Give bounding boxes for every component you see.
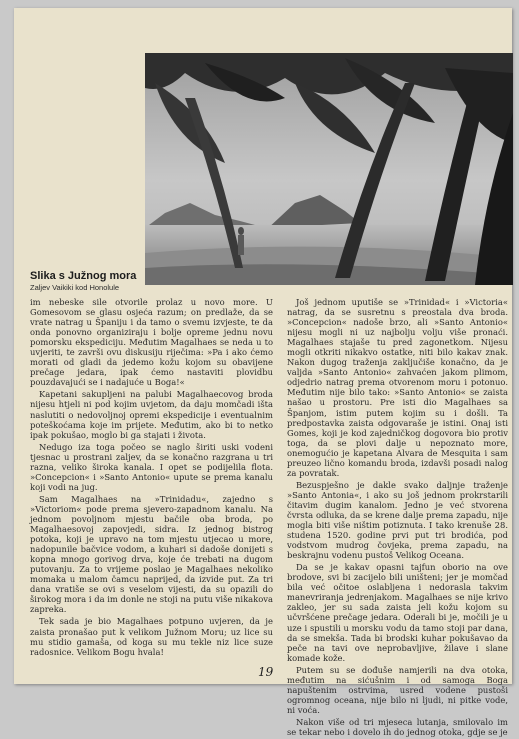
- paragraph: Još jednom uputiše se »Trinidad« i »Victoria« natrag, da se susretnu s preostala dva broda. »Concepcion« nadoše brzo, ali »Santo Antonio« nijesu mogli ni uz najbolju volju više pronaći. Magalhaes stajaše tu pred zagonetkom. Nijesu mogli otkriti nikakvo ostatke, niti bilo kakav znak. Nakon dugog traženja zaključiše konačno, da je valjda »Santo Antonio« zahvaćen jakom plimom, odjedrio natrag prema otvorenom moru i potonuo. Međutim nije bilo tako: »Santo Antonio« se zaista našao u prostoru. Pre isti dio Magalhaes sa Španjom, istim putem kojim su i došli. Ta predpostavka zaista odgovaraše je istini. Onaj isti Gomes, koji je kod zajedničkog dogovora bio protiv toga, da se plovi dalje u nepoznato more, onemogućio je kapetana Alvara de Mesquita i sam preuzeo lično komandu broda, izdavši posadi nalog za povratak.: [287, 297, 508, 478]
- paragraph: Tek sada je bio Magalhaes potpuno uvjeren, da je zaista pronašao put k velikom Južnom Moru; uz lice su mu stidio gamaša, od koga su mu tekle niz lice suze radosnice. Velikom Bogu hvala!: [30, 616, 273, 657]
- paragraph: Nakon više od tri mjeseca lutanja, smilovalo im se tekar nebo i dovelo ih do jednog otoka, gdje se je: [287, 716, 508, 737]
- paragraph: Nedugo iza toga počeo se naglo širiti uski vodeni tjesnac u prostrani zaljev, da se konačno razgrana u tri razna, veliko široka kanala. I opet se podijelila flota. »Concepcion« i »Santo Antonio« upute se prema kanalu koji vodi na jug.: [30, 441, 273, 492]
- caption-title: Slika s Južnog mora: [30, 270, 137, 282]
- paragraph: im nebeske sile otvorile prolaz u novo more. U Gomesovom se glasu osjeća razum; on predlaže, da se vrate natrag u Španiju i da tamo o svemu izvjeste, te da onda ponovno organiziraju i bolje opreme jednu novu pomorsku ekspediciju. Međutim Magalhaes se neda u to uvjeriti, te završi ovu diskusiju riječima: »Pa i ako ćemo morati od gladi da jedemo kožu kojom su obavijene prečage jedara, ipak ćemo nastaviti plovidbu pouzdavajući se i nadajuće u Boga!«: [30, 297, 273, 388]
- paragraph: Sam Magalhaes na »Trinidadu«, zajedno s »Victoriom« pode prema sjevero-zapadnom kanalu. Na jednom povoljnom mjestu bačile oba broda, po Magalhaesovoj zapovjedi, sidra. Iz jednog bistrog potoka, koji je upravo na tom mjestu utjecao u more, nadopunile bačvice vodom, a kuhari si dadoše donijeti s kopna mnogo gorivog drva, koje će trebati na dugom putovanju. Za to vrijeme poslao je Magalhaes nekoliko momaka u malom čamcu naprijed, da izvide put. Za tri dana vratiše se ovi s veselom vijesti, da su opazili do širokog mora i da im donle ne stoji na putu više nikakova zapreka.: [30, 493, 273, 615]
- paragraph: Putem su se dođuše namjerili na dva otoka, međutim na sićušnim i od samoga Boga napuštenim ostrvima, usred vodene pustoši ogromnog oceana, nije bilo ni ljudi, ni pitke vode, ni voća.: [287, 664, 508, 715]
- beach-photograph: [145, 53, 513, 285]
- caption-subtitle: Zaljev Vaikiki kod Honolule: [30, 283, 120, 292]
- paragraph: Da se je kakav opasni tajfun oborio na ove brodove, svi bi zacijelo bili uništeni; jer je momčad bila već očitoe oslabljena i nedorasla takvim manevriranja jedrenjakom. Magalhaes se nije krivo zakleo, jer su sada zaista jeli kožu kojom su učvršćene prečage jedara. Oderali bi je, močili je u uze i spustili u morsku vodu da tamo stoji par dana, da se smekša. Tada bi brodski kuhar pokušavao da peče na tavi ove neprobavljive, žilave i slane komade kože.: [287, 562, 508, 663]
- left-text-column: [30, 297, 273, 659]
- paragraph: Bezuspješno je dakle svako daljnje traženje »Santo Antonia«, i ako su još jednom prokrstarili čitavim dugim kanalom. Jedno je već stvorena čvrsta odluka, da se krene dalje prema zapadu, nije mogla biti više ništim potiznuta. I tako krenuše 28. studena 1520. godine prvi put tri brodića, pod vodstvom mudrog čovjeka, prema zapadu, na beskrajnu vodenu pustoš Velikog Oceana.: [287, 479, 508, 561]
- page-number: 19: [258, 665, 274, 679]
- right-text-column: [287, 297, 508, 739]
- palm-beach-image: [145, 53, 513, 285]
- photo-caption: [30, 270, 162, 293]
- paragraph: Kapetani sakupljeni na palubi Magalhaecovog broda nijesu htjeli ni pod kojim uvjetom, da daju momčadi išta naslutiti o nedovoljnoj opremi ekspedicije i eventualnim poteškoćama koje im prijete. Međutim, ako bi to netko ipak pokušao, moglo bi ga stajati i života.: [30, 389, 273, 440]
